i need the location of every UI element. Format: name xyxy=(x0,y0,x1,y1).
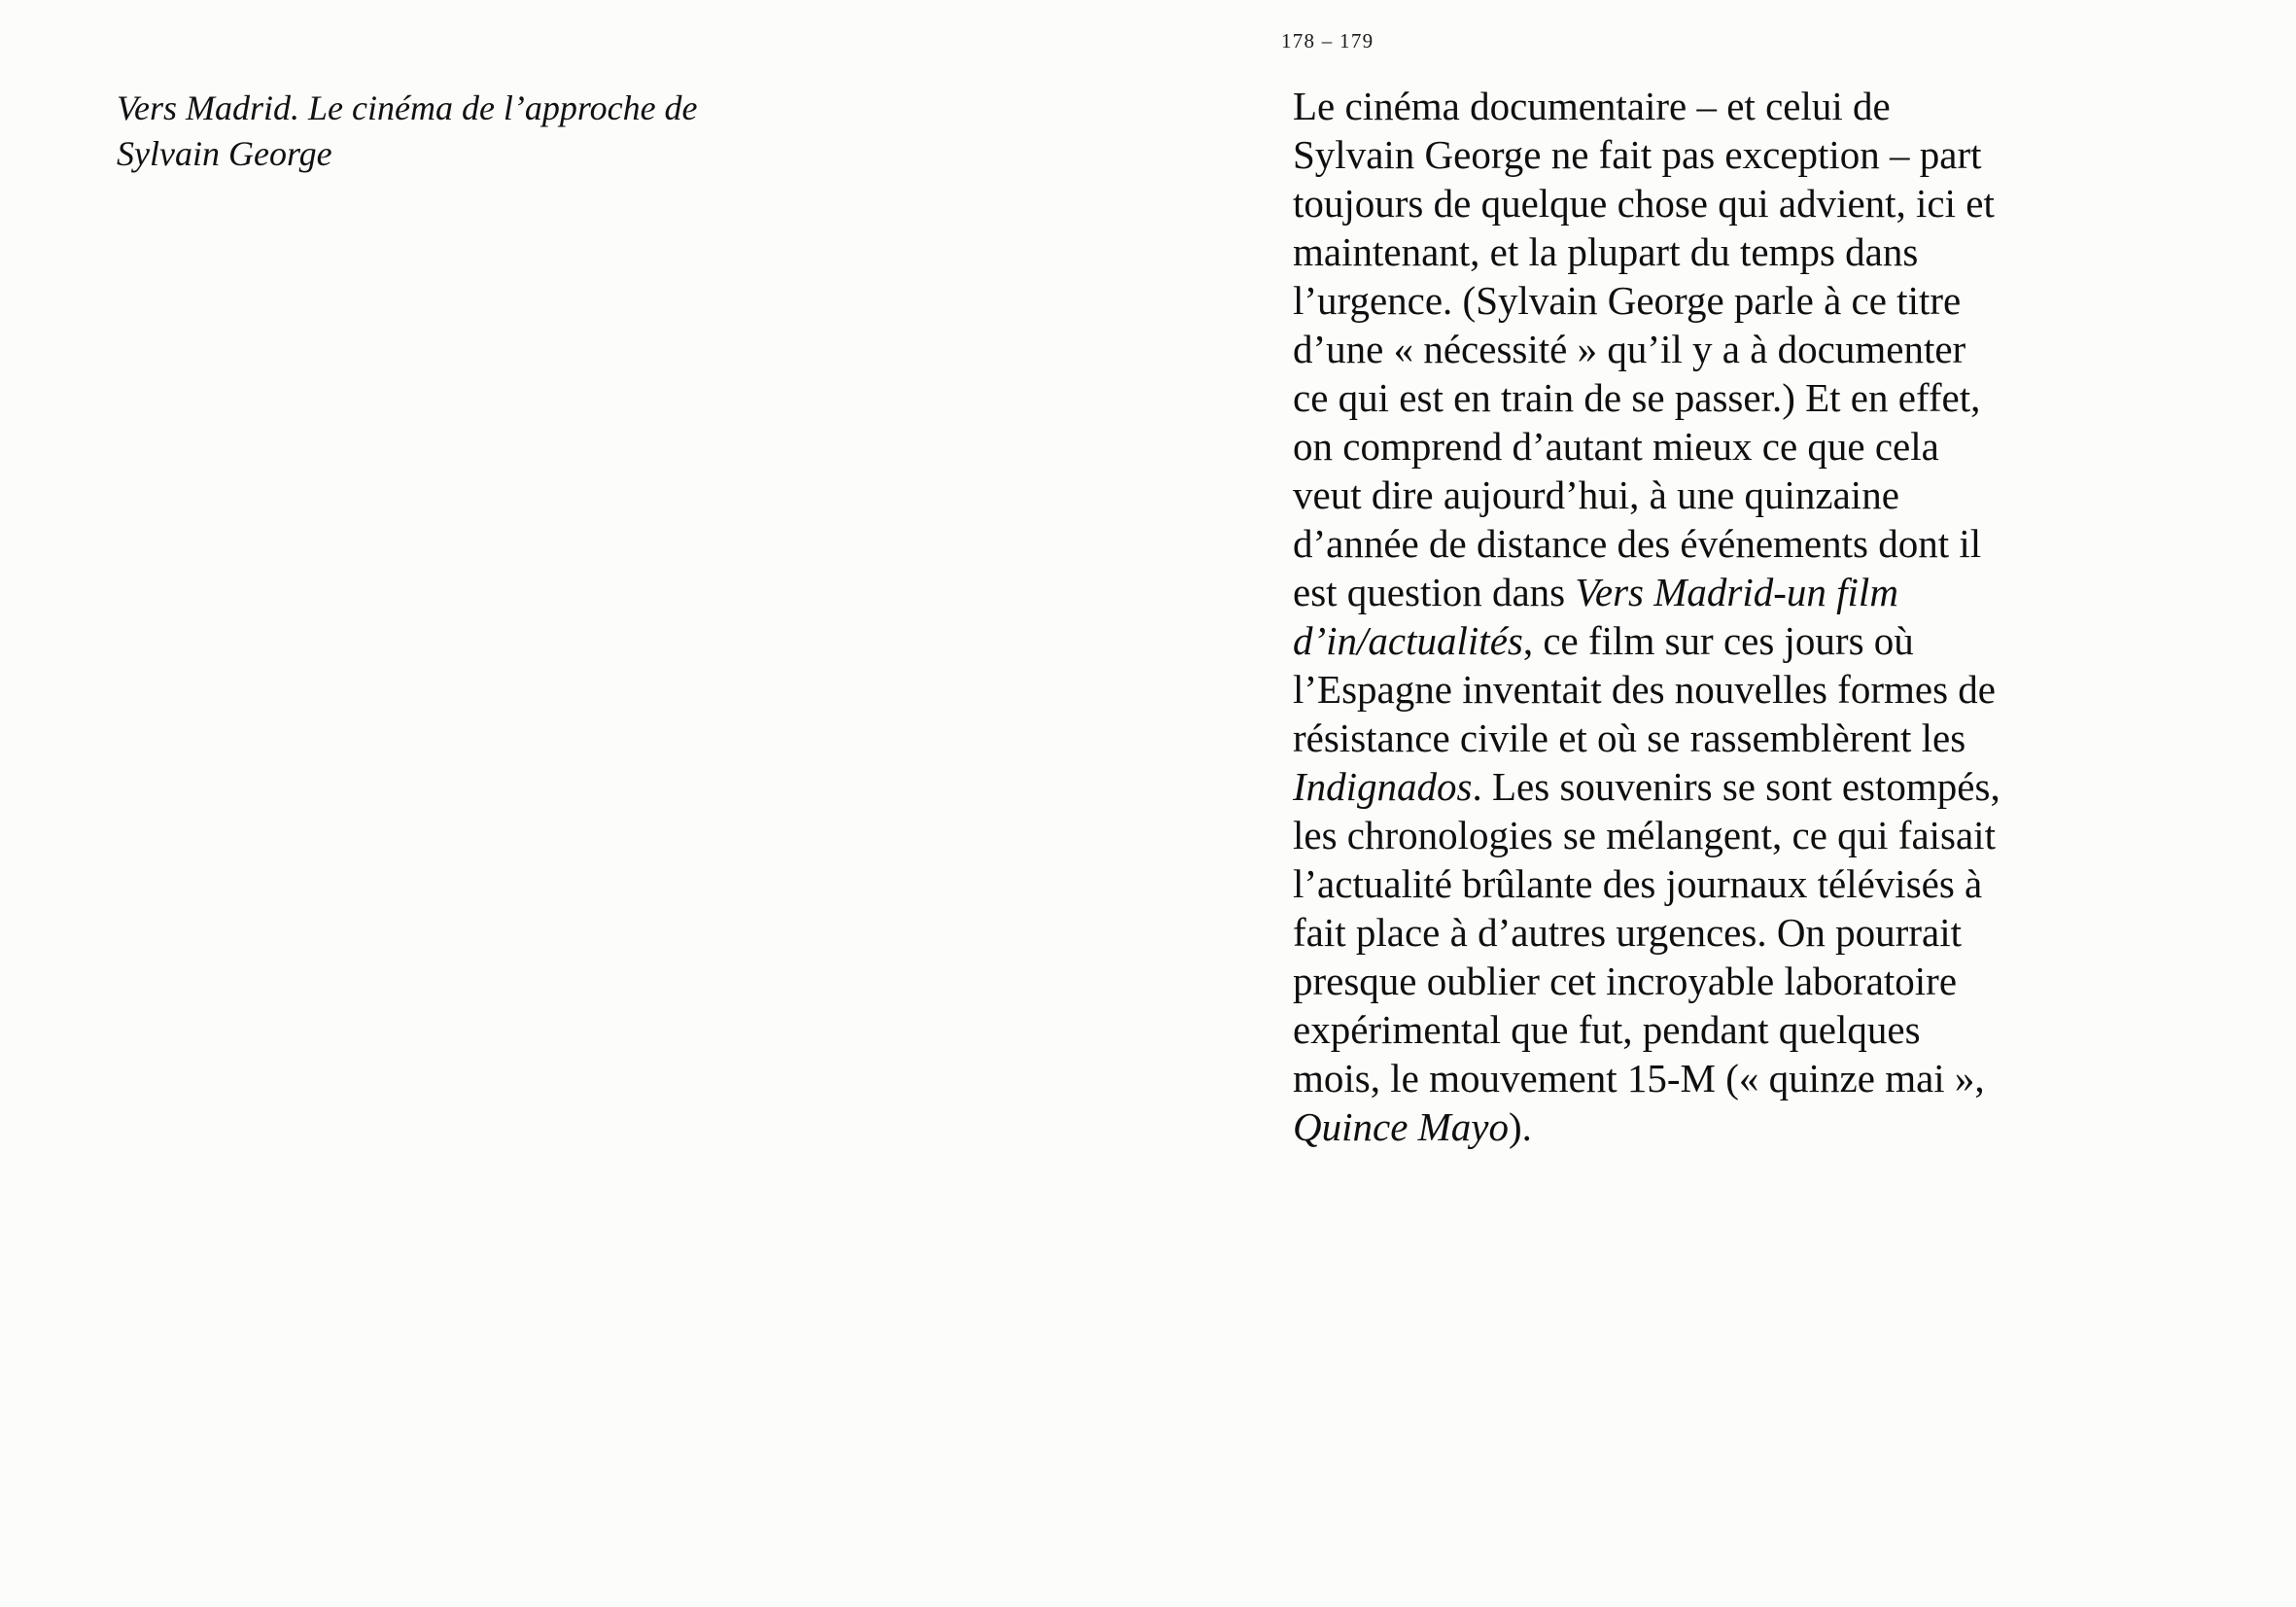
term-indignados: Indignados xyxy=(1293,764,1473,810)
body-text-part-4: ). xyxy=(1509,1104,1532,1150)
body-paragraph xyxy=(1293,82,2002,1151)
right-column xyxy=(1293,82,2002,1151)
film-title-vers-madrid: Vers Madrid-un film d’in/actualités xyxy=(1293,570,1898,664)
article-title: Vers Madrid. Le cinéma de l’approche de Sylvain George xyxy=(117,88,698,173)
page-folio: 178 – 179 xyxy=(1281,29,1374,52)
term-quince-mayo: Quince Mayo xyxy=(1293,1104,1509,1150)
body-text-part-2: , ce film sur ces jours où l’Espagne inventait des nouvelles formes de résistance civile et où se rassemblèrent les xyxy=(1293,618,1996,761)
left-column xyxy=(117,86,797,177)
body-text-part-3: . Les souvenirs se sont estompés, les chronologies se mélangent, ce qui faisait l’actualité brûlante des journaux télévisés à fait place à d’autres urgences. On pourrait presque oublier cet incroyable laboratoire expérimental que fut, pendant quelques mois, le mouvement 15-M (« quinze mai », xyxy=(1293,764,2000,1101)
body-text-part-1: Le cinéma documentaire – et celui de Sylvain George ne fait pas exception – part toujours de quelque chose qui advient, ici et maintenant, et la plupart du temps dans l’urgence. (Sylvain George parle à ce titre d’une « nécessité » qu’il y a à documenter ce qui est en train de se passer.) Et en effet, on comprend d’autant mieux ce que cela veut dire aujourd’hui, à une quinzaine d’année de distance des événements dont il est question dans xyxy=(1293,84,1995,615)
